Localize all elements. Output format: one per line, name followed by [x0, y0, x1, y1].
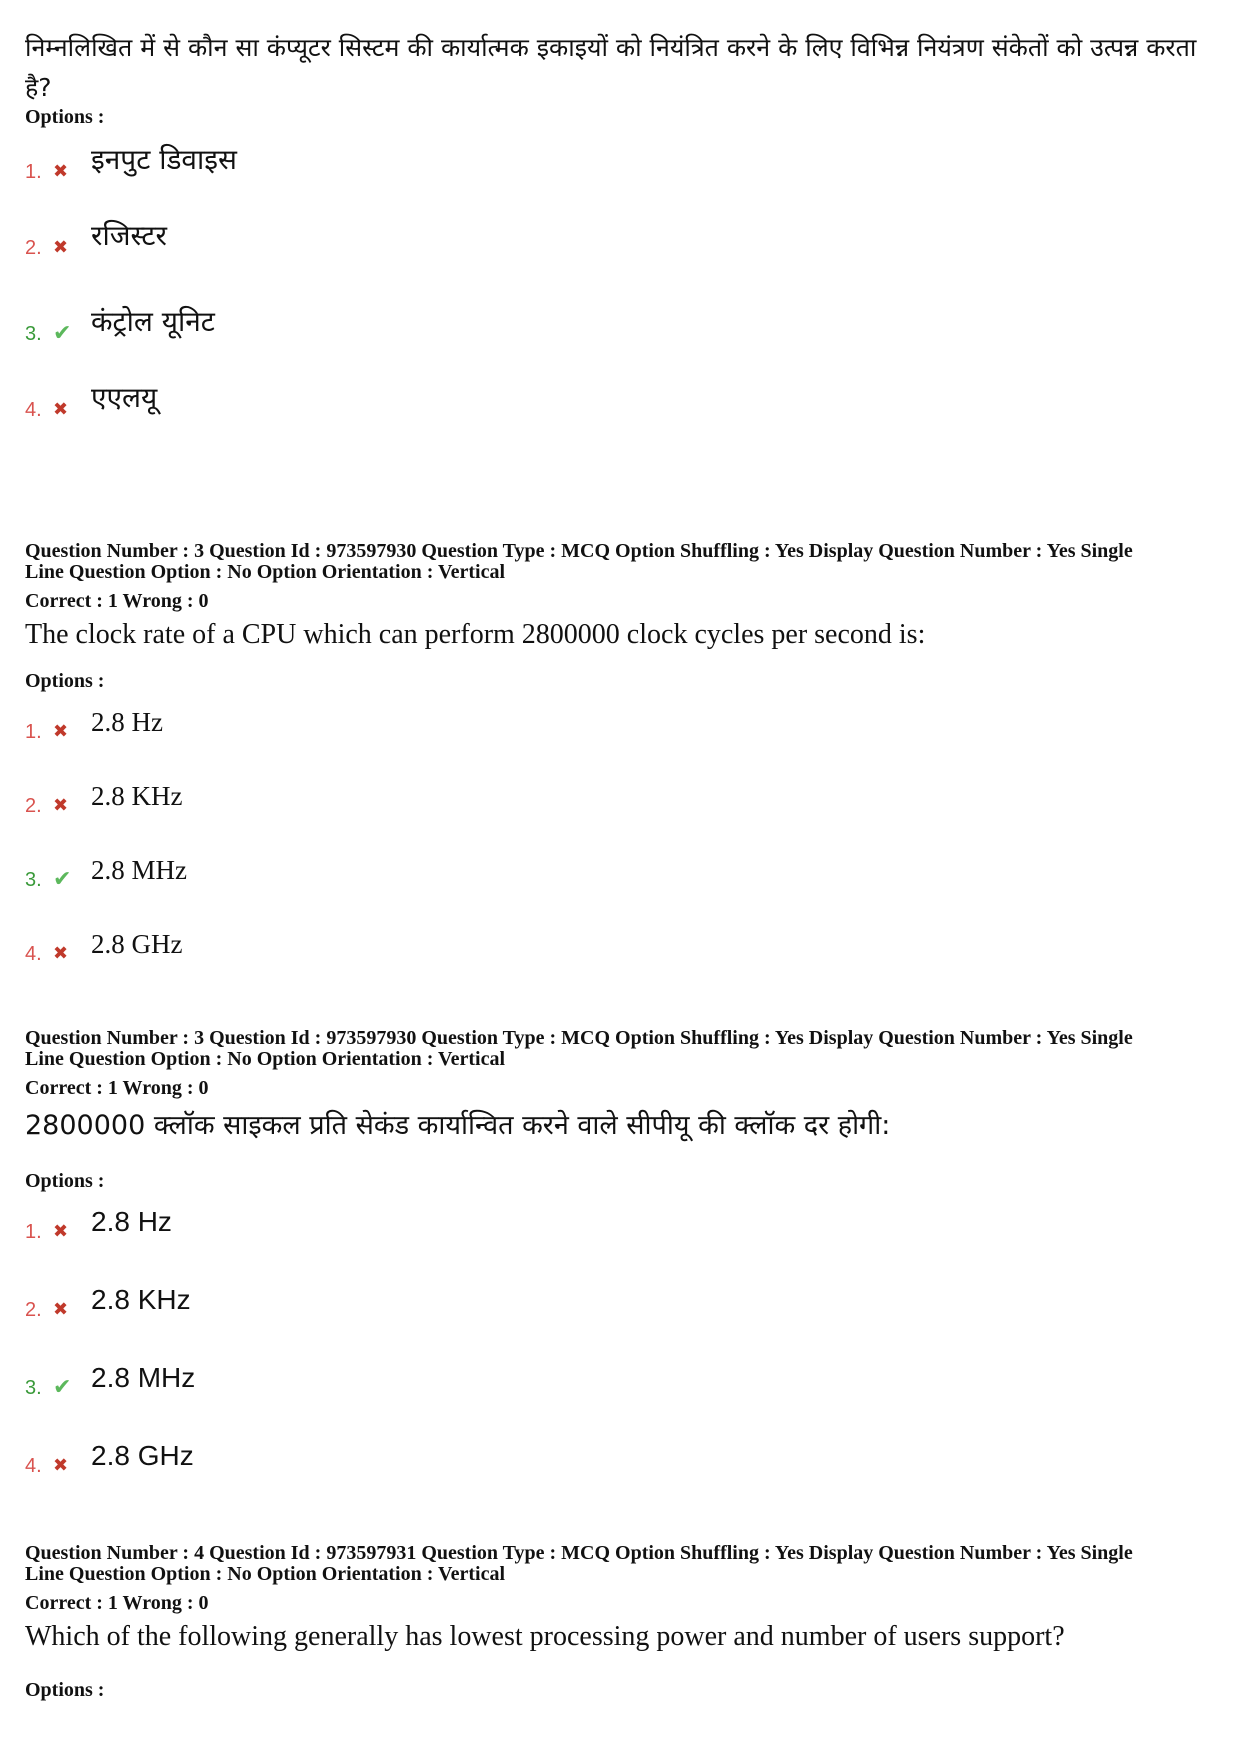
options-label: Options :	[25, 1679, 105, 1701]
option-4[interactable]	[25, 1434, 625, 1478]
cross-icon: ✖	[53, 943, 69, 964]
option-number: 2.	[25, 795, 42, 817]
options-label: Options :	[25, 106, 105, 128]
option-text: रजिस्टर	[91, 219, 167, 252]
meta-line-2: Line Question Option : No Option Orientation : Vertical	[25, 561, 506, 583]
question-text: 2800000 क्लॉक साइकल प्रति सेकंड कार्यान्वित करने वाले सीपीयू की क्लॉक दर होगी:	[25, 1110, 891, 1141]
cross-icon: ✖	[53, 237, 69, 258]
check-icon: ✔	[53, 1375, 72, 1400]
option-number: 1.	[25, 1221, 42, 1243]
option-text: 2.8 KHz	[91, 781, 183, 811]
option-1[interactable]	[25, 700, 625, 744]
question-meta	[25, 541, 1220, 583]
option-2[interactable]	[25, 774, 625, 818]
cross-icon: ✖	[53, 1455, 69, 1476]
option-text: 2.8 KHz	[91, 1284, 191, 1315]
meta-line-2: Line Question Option : No Option Orientation : Vertical	[25, 1563, 506, 1585]
option-number: 3.	[25, 869, 42, 891]
option-text: 2.8 Hz	[91, 707, 163, 737]
option-number: 1.	[25, 161, 42, 183]
meta-line-1: Question Number : 4 Question Id : 973597931 Question Type : MCQ Option Shuffling : Yes Display Question Number : Yes Single	[25, 1542, 1133, 1564]
question-meta	[25, 1028, 1220, 1070]
cross-icon: ✖	[53, 1221, 69, 1242]
option-number: 2.	[25, 1299, 42, 1321]
cross-icon: ✖	[53, 721, 69, 742]
cross-icon: ✖	[53, 795, 69, 816]
option-2[interactable]	[25, 216, 625, 260]
option-text: 2.8 GHz	[91, 929, 183, 959]
option-number: 2.	[25, 237, 42, 259]
options-label: Options :	[25, 670, 105, 692]
question-text: Which of the following generally has lowest processing power and number of users support?	[25, 1621, 1065, 1652]
cross-icon: ✖	[53, 399, 69, 420]
question-text: निम्नलिखित में से कौन सा कंप्यूटर सिस्टम की कार्यात्मक इकाइयों को नियंत्रित करने के लिए विभिन्न नियंत्रण संकेतों को उत्पन्न करता है?	[25, 33, 1197, 102]
option-number: 1.	[25, 721, 42, 743]
option-text: 2.8 MHz	[91, 1362, 196, 1393]
cross-icon: ✖	[53, 1299, 69, 1320]
option-1[interactable]	[25, 140, 625, 184]
option-3[interactable]	[25, 302, 625, 346]
option-number: 3.	[25, 323, 42, 345]
option-1[interactable]	[25, 1200, 625, 1244]
option-4[interactable]	[25, 378, 625, 422]
option-text: एएलयू	[91, 381, 158, 414]
option-2[interactable]	[25, 1278, 625, 1322]
marks-info: Correct : 1 Wrong : 0	[25, 590, 209, 612]
option-number: 4.	[25, 399, 42, 421]
question-meta	[25, 1543, 1220, 1585]
option-text: इनपुट डिवाइस	[91, 143, 237, 176]
option-number: 4.	[25, 1455, 42, 1477]
option-3[interactable]	[25, 848, 625, 892]
option-text: कंट्रोल यूनिट	[91, 305, 215, 338]
option-text: 2.8 Hz	[91, 1206, 172, 1237]
meta-line-1: Question Number : 3 Question Id : 973597930 Question Type : MCQ Option Shuffling : Yes Display Question Number : Yes Single	[25, 540, 1133, 562]
check-icon: ✔	[53, 867, 72, 892]
cross-icon: ✖	[53, 161, 69, 182]
check-icon: ✔	[53, 321, 72, 346]
options-label: Options :	[25, 1170, 105, 1192]
option-3[interactable]	[25, 1356, 625, 1400]
meta-line-1: Question Number : 3 Question Id : 973597930 Question Type : MCQ Option Shuffling : Yes Display Question Number : Yes Single	[25, 1027, 1133, 1049]
question-text: The clock rate of a CPU which can perform 2800000 clock cycles per second is:	[25, 619, 926, 650]
option-text: 2.8 GHz	[91, 1440, 194, 1471]
option-4[interactable]	[25, 922, 625, 966]
option-text: 2.8 MHz	[91, 855, 187, 885]
marks-info: Correct : 1 Wrong : 0	[25, 1592, 209, 1614]
marks-info: Correct : 1 Wrong : 0	[25, 1077, 209, 1099]
meta-line-2: Line Question Option : No Option Orientation : Vertical	[25, 1048, 506, 1070]
option-number: 4.	[25, 943, 42, 965]
option-number: 3.	[25, 1377, 42, 1399]
